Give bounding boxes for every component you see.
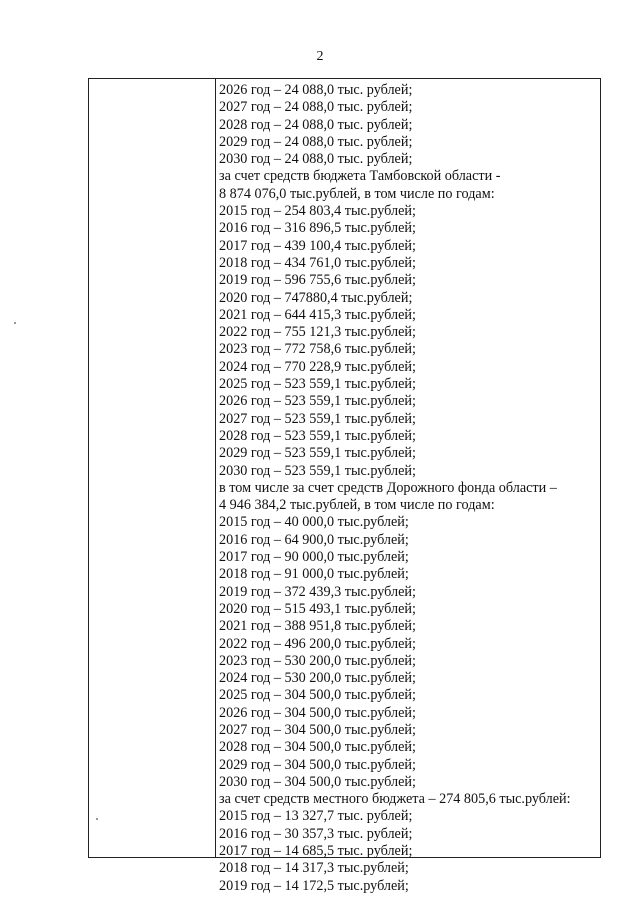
funding-line: 2025 год – 523 559,1 тыс.рублей; <box>219 376 416 393</box>
funding-line: 2019 год – 372 439,3 тыс.рублей; <box>219 583 416 600</box>
scan-speck <box>14 322 16 324</box>
funding-line: 2017 год – 439 100,4 тыс.рублей; <box>219 237 416 254</box>
funding-line: 2016 год – 316 896,5 тыс.рублей; <box>219 220 416 237</box>
funding-line: 2020 год – 747880,4 тыс.рублей; <box>219 289 413 306</box>
funding-line: 2026 год – 304 500,0 тыс.рублей; <box>219 704 416 721</box>
funding-line: 2023 год – 772 758,6 тыс.рублей; <box>219 341 416 358</box>
page-number: 2 <box>316 49 324 64</box>
funding-line: 2022 год – 755 121,3 тыс.рублей; <box>219 324 416 341</box>
funding-line: 2030 год – 304 500,0 тыс.рублей; <box>219 773 416 790</box>
funding-line: 2027 год – 24 088,0 тыс. рублей; <box>219 99 413 116</box>
funding-line: за счет средств бюджета Тамбовской области - <box>219 168 501 185</box>
funding-line: 2015 год – 13 327,7 тыс. рублей; <box>219 808 413 825</box>
funding-line: 2029 год – 523 559,1 тыс.рублей; <box>219 445 416 462</box>
funding-line: 2017 год – 90 000,0 тыс.рублей; <box>219 549 409 566</box>
funding-line: 2029 год – 304 500,0 тыс.рублей; <box>219 756 416 773</box>
funding-line: 2018 год – 91 000,0 тыс.рублей; <box>219 566 409 583</box>
funding-line: 2025 год – 304 500,0 тыс.рублей; <box>219 687 416 704</box>
funding-line: 8 874 076,0 тыс.рублей, в том числе по годам: <box>219 185 495 202</box>
funding-line: 2029 год – 24 088,0 тыс. рублей; <box>219 133 413 150</box>
funding-line: 2030 год – 24 088,0 тыс. рублей; <box>219 151 413 168</box>
funding-line: 2028 год – 24 088,0 тыс. рублей; <box>219 116 413 133</box>
funding-line: 2015 год – 254 803,4 тыс.рублей; <box>219 203 416 220</box>
funding-line: 2024 год – 770 228,9 тыс.рублей; <box>219 358 416 375</box>
funding-line: 2016 год – 64 900,0 тыс.рублей; <box>219 531 409 548</box>
funding-line: 4 946 384,2 тыс.рублей, в том числе по годам: <box>219 497 495 514</box>
funding-line: 2018 год – 434 761,0 тыс.рублей; <box>219 254 416 271</box>
funding-line: 2024 год – 530 200,0 тыс.рублей; <box>219 670 416 687</box>
funding-line: 2020 год – 515 493,1 тыс.рублей; <box>219 600 416 617</box>
funding-line: 2028 год – 304 500,0 тыс.рублей; <box>219 739 416 756</box>
funding-line: 2016 год – 30 357,3 тыс. рублей; <box>219 825 413 842</box>
funding-line: 2030 год – 523 559,1 тыс.рублей; <box>219 462 416 479</box>
funding-table <box>88 78 601 894</box>
funding-line: за счет средств местного бюджета – 274 805,6 тыс.рублей: <box>219 791 571 808</box>
funding-line: 2027 год – 523 559,1 тыс.рублей; <box>219 410 416 427</box>
funding-line: 2021 год – 644 415,3 тыс.рублей; <box>219 306 416 323</box>
scan-speck <box>96 818 98 820</box>
funding-line: 2019 год – 14 172,5 тыс.рублей; <box>219 877 409 894</box>
funding-line: в том числе за счет средств Дорожного фонда области – <box>219 479 557 496</box>
funding-line: 2015 год – 40 000,0 тыс.рублей; <box>219 514 409 531</box>
funding-line: 2019 год – 596 755,6 тыс.рублей; <box>219 272 416 289</box>
funding-line: 2023 год – 530 200,0 тыс.рублей; <box>219 652 416 669</box>
column-divider <box>215 79 216 857</box>
funding-lines <box>219 82 598 895</box>
funding-line: 2018 год – 14 317,3 тыс.рублей; <box>219 860 409 877</box>
funding-line: 2027 год – 304 500,0 тыс.рублей; <box>219 721 416 738</box>
funding-line: 2026 год – 523 559,1 тыс.рублей; <box>219 393 416 410</box>
funding-line: 2022 год – 496 200,0 тыс.рублей; <box>219 635 416 652</box>
funding-line: 2028 год – 523 559,1 тыс.рублей; <box>219 427 416 444</box>
funding-line: 2026 год – 24 088,0 тыс. рублей; <box>219 82 413 98</box>
funding-line: 2021 год – 388 951,8 тыс.рублей; <box>219 618 416 635</box>
funding-line: 2017 год – 14 685,5 тыс. рублей; <box>219 843 413 860</box>
